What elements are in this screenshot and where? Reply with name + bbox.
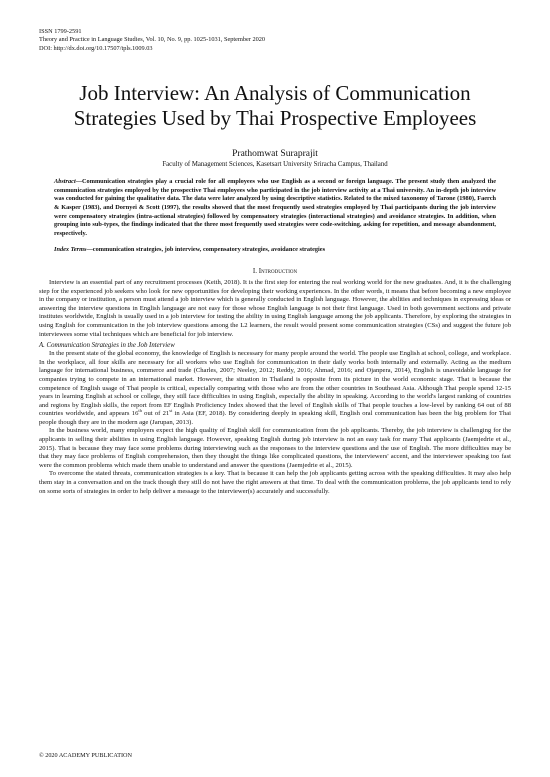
author-affiliation: Faculty of Management Sciences, Kasetsart University Sriracha Campus, Thailand: [162, 161, 388, 169]
body-paragraph: Interview is an essential part of any recruitment processes (Keith, 2018). It is the first step for entering the real working world for the new graduates. And, it is the challenging step for the experienced job seekers who look for new opportunities for developing their working experiences. In the other words, it means that before becoming a new employee in the company or institution, a person must attend a job interview which is generally conducted in English language. However, the abilities and techniques in expressing ideas or answering the interview questions in English language are not easy for those whose English language is not their first language. Used in both government sections and private institutes worldwide, English is usually used in a job interview for testing the ability in using English language among the job applicants. Therefore, by exploring the strategies in using English for communication in the job interview questions among the L2 learners, the result would present some communication strategies (CSs) and suggest the future job interviewees some vital techniques which are beneficial for job interview.: [39, 278, 511, 338]
body-paragraph: To overcome the stated threats, communication strategies is a key. That is because it can help the job applicants getting across with the speaking difficulties. It may also help them stay in a conversation and on the track though they still do not have the right answers at that time. To deal with the communication problems, the job applicants tend to rely on some sorts of strategies in order to help deliver a message to the interviewer(s) accurately and successfully.: [39, 470, 511, 495]
abstract-label: Abstract: [54, 178, 76, 186]
journal-citation: Theory and Practice in Language Studies, Vol. 10, No. 9, pp. 1025-1031, September 2020: [39, 36, 266, 44]
issn: ISSN 1799-2591: [39, 28, 82, 35]
index-terms: [54, 246, 496, 255]
journal-header: [39, 28, 511, 53]
section-heading-introduction: I. Introduction: [252, 266, 298, 275]
abstract-text: —Communication strategies play a crucial role for all employees who use English as a second or foreign language. The present study then analyzed the communication strategies employed by the prospective Thai employees who participated in the job interview activity at a Thai university. An in-depth job interview was conducted for gaining the qualitative data. The data were later analyzed by using descriptive statistics. Related to the mixed taxonomy of Tarone (1980), Faerch & Kasper (1983), and Dornyei & Scott (1997), the results showed that the most frequently used strategies employed by Thai participants during the job interview were compensatory strategies (intra-actional strategies) followed by compensatory strategies (interactional strategies) and avoidance strategies. In addition, when grouping into sub-types, the findings indicated that the three most frequently used strategies were code-switching, asking for repetition, and message abandonment, respectively.: [54, 178, 496, 237]
index-terms-label: Index Terms: [54, 246, 87, 254]
body-paragraph: In the business world, many employers expect the high quality of English skill for communication from the job applicants. Thereby, the job interview is challenging for the applicants in selling their abilities in using English language. However, speaking English during job interview is not an easy task for many Thai applicants (Jaemjedrie et al., 2015). That is because they may face some problems during interviewing such as the responses to the interview questions and the use of English. The more difficulties may be that they may face problems of English comprehension, then they thought the things like complicated questions, the interviewers' accent, and the interviewer speaking too fast were the common problems which made them unable to understand and answer the questions (Jaemjedrie et al., 2015).: [39, 427, 511, 469]
body-paragraph: In the present state of the global economy, the knowledge of English is necessary for many people around the world. The people use English at school, college, and workplace. In the workplace, all four skills are necessary for all workers who use English for communication in their daily works both internally and externally. Acting as the medium language for international business, commerce and trade (Charles, 2007; Neeley, 2012; Reddy, 2016; Ahmad, 2016; and Ojanpera, 2014), English is unavoidable language for companies trying to compete in an international market. However, the situation in Thailand is opposite from its picture in the world economic stage. That is because the competence of English usage of Thai people is critical, especially comparing with those who are from the other countries in Southeast Asia. Although Thai people spend 12-15 years in learning English at school or college, they still face difficulties in using English, especially the ability in speaking. According to the world's largest ranking of countries and regions by English skills, the report from EF English Proficiency Index showed that the level of English skills of Thai people touches a low-level by ranking 64 out of 88 countries worldwide, and appears 16th out of 21st in Asia (EF, 2018). By considering deeply in speaking skill, English oral communication has been the big problem for Thai people though they are in the modern age (Jarupan, 2013).: [39, 350, 511, 426]
subsection-heading: A. Communication Strategies in the Job Interview: [39, 342, 175, 350]
author-name: Prathomwat Suraprajit: [232, 149, 318, 160]
paper-title: Job Interview: An Analysis of Communication Strategies Used by Thai Prospective Employees: [73, 81, 477, 131]
copyright-footer: © 2020 ACADEMY PUBLICATION: [39, 752, 132, 759]
doi-link[interactable]: DOI: http://dx.doi.org/10.17507/tpls.1009.03: [39, 44, 153, 52]
index-terms-text: —communication strategies, job interview, compensatory strategies, avoidance strategies: [86, 246, 326, 254]
abstract: [54, 178, 496, 238]
